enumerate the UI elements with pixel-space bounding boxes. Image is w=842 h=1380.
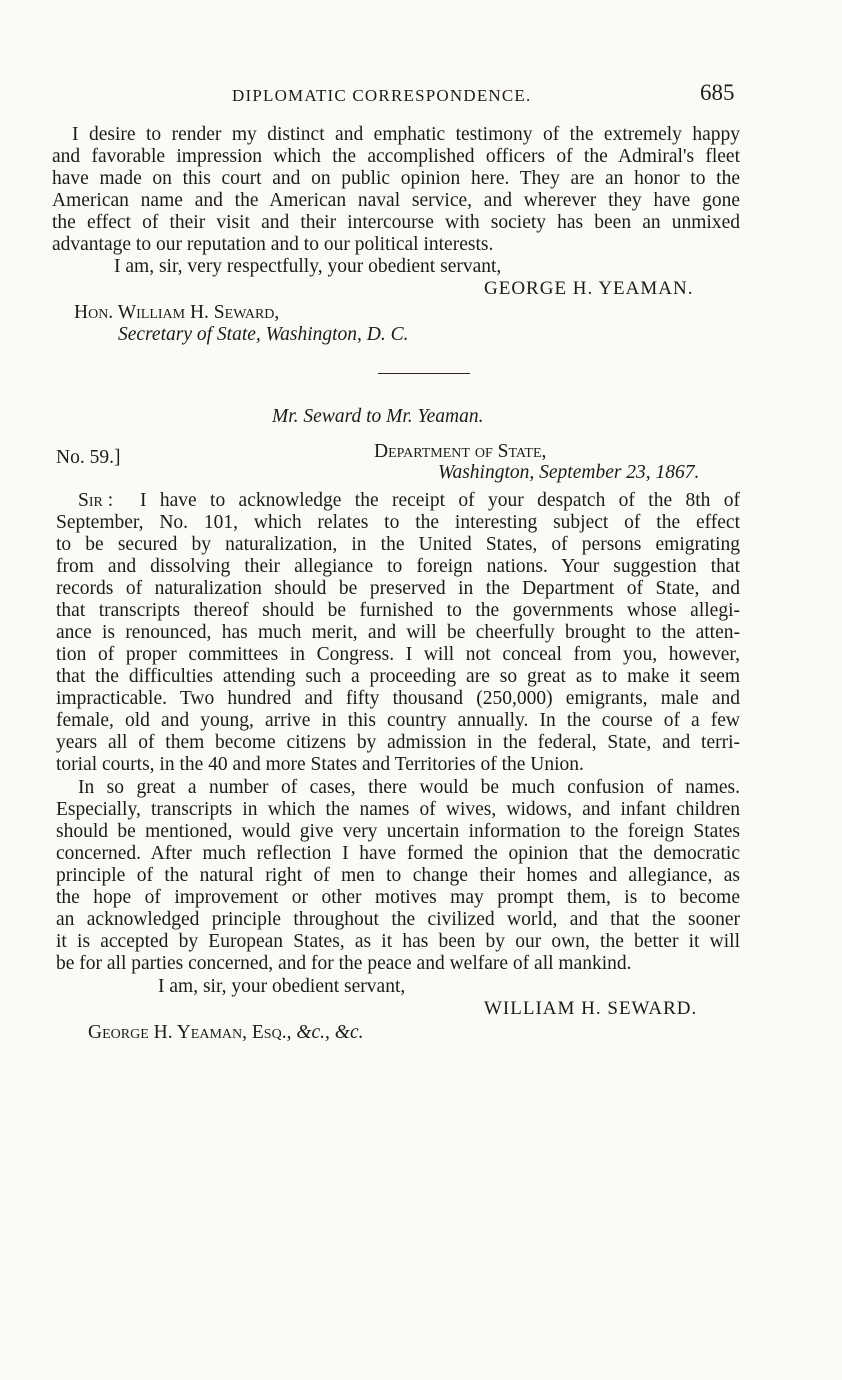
text-line: should be mentioned, would give very uncertain information to the foreign States — [56, 821, 740, 842]
department: Department of State, — [374, 441, 547, 462]
text-line: In so great a number of cases, there would be much confusion of names. — [78, 777, 740, 798]
addressee-name: Hon. William H. Seward, — [74, 302, 280, 323]
text-line: the hope of improvement or other motives may prompt them, is to become — [56, 887, 740, 908]
despatch-number: No. 59.] — [56, 447, 121, 468]
closing: I am, sir, your obedient servant, — [158, 976, 406, 997]
page-number: 685 — [700, 80, 735, 105]
text-line: from and dissolving their allegiance to foreign nations. Your suggestion that — [56, 556, 740, 577]
text-line: the effect of their visit and their intercourse with society has been an unmixed — [52, 212, 740, 233]
addressee-suffix: &c., &c. — [296, 1022, 364, 1043]
letter-heading: Mr. Seward to Mr. Yeaman. — [272, 406, 484, 427]
addressee-name: George H. Yeaman, Esq., — [88, 1022, 292, 1043]
text-line: torial courts, in the 40 and more States and Territories of the Union. — [56, 754, 584, 775]
text-line: female, old and young, arrive in this country annually. In the course of a few — [56, 710, 740, 731]
text-line: and favorable impression which the accomplished officers of the Admiral's fleet — [52, 146, 740, 167]
closing: I am, sir, very respectfully, your obedient servant, — [114, 256, 502, 277]
text-line: that transcripts thereof should be furnished to the governments whose allegi- — [56, 600, 740, 621]
text-line: I desire to render my distinct and emphatic testimony of the extremely happy — [72, 124, 740, 145]
salutation: Sir : — [78, 490, 114, 511]
text-line: impracticable. Two hundred and fifty thousand (250,000) emigrants, male and — [56, 688, 740, 709]
text-line: advantage to our reputation and to our political interests. — [52, 234, 494, 255]
section-divider — [378, 373, 470, 374]
signature: WILLIAM H. SEWARD. — [484, 998, 698, 1019]
text-line: years all of them become citizens by admission in the federal, State, and terri- — [56, 732, 740, 753]
text-line: American name and the American naval service, and wherever they have gone — [52, 190, 740, 211]
signature: GEORGE H. YEAMAN. — [484, 278, 694, 299]
text-line: it is accepted by European States, as it has been by our own, the better it will — [56, 931, 740, 952]
text-line: principle of the natural right of men to change their homes and allegiance, as — [56, 865, 740, 886]
running-title: DIPLOMATIC CORRESPONDENCE. — [232, 86, 532, 105]
text-line: be for all parties concerned, and for the peace and welfare of all mankind. — [56, 953, 632, 974]
text-line: tion of proper committees in Congress. I will not conceal from you, however, — [56, 644, 740, 665]
text-line: records of naturalization should be preserved in the Department of State, and — [56, 578, 740, 599]
text-line: September, No. 101, which relates to the interesting subject of the effect — [56, 512, 740, 533]
text-line: to be secured by naturalization, in the United States, of persons emigrating — [56, 534, 740, 555]
text-line: an acknowledged principle throughout the civilized world, and that the sooner — [56, 909, 740, 930]
text-line: that the difficulties attending such a proceeding are so great as to make it seem — [56, 666, 740, 687]
text-line: have made on this court and on public opinion here. They are an honor to the — [52, 168, 740, 189]
addressee — [88, 1022, 363, 1044]
text-line: I have to acknowledge the receipt of your despatch of the 8th of — [140, 490, 740, 511]
text-line: Especially, transcripts in which the names of wives, widows, and infant children — [56, 799, 740, 820]
text-line: ance is renounced, has much merit, and will be cheerfully brought to the atten- — [56, 622, 740, 643]
place-date: Washington, September 23, 1867. — [438, 462, 700, 483]
text-line: concerned. After much reflection I have formed the opinion that the democratic — [56, 843, 740, 864]
addressee-title: Secretary of State, Washington, D. C. — [118, 324, 409, 345]
